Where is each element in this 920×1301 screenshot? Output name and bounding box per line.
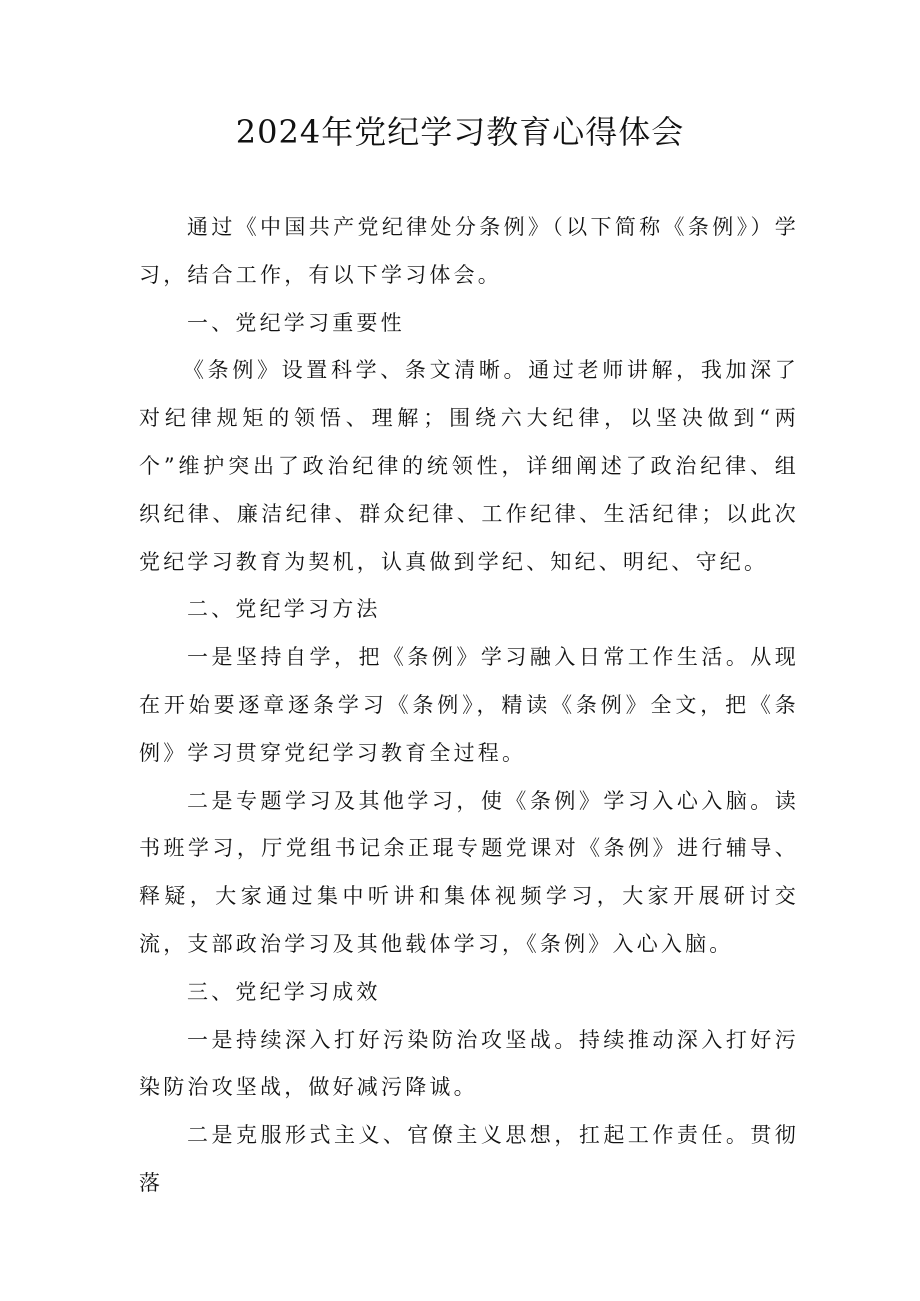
document-body	[139, 204, 799, 1208]
document-title: 2024年党纪学习教育心得体会	[235, 113, 685, 151]
intro-paragraph: 通过《中国共产党纪律处分条例》（以下简称《条例》）学习，结合工作，有以下学习体会。	[139, 215, 799, 287]
section-heading-importance: 一、党纪学习重要性	[187, 310, 405, 335]
results-paragraph-2: 二是克服形式主义、官僚主义思想，扛起工作责任。贯彻落	[139, 1123, 799, 1195]
importance-paragraph: 《条例》设置科学、条文清晰。通过老师讲解，我加深了对纪律规矩的领悟、理解；围绕六大纪律，以坚决做到“两个”维护突出了政治纪律的统领性，详细阐述了政治纪律、组织纪律、廉洁纪律、群众纪律、工作纪律、生活纪律；以此次党纪学习教育为契机，认真做到学纪、知纪、明纪、守纪。	[139, 358, 799, 574]
method-paragraph-2: 二是专题学习及其他学习，使《条例》学习入心入脑。读书班学习，厅党组书记余正琨专题党课对《条例》进行辅导、释疑，大家通过集中听讲和集体视频学习，大家开展研讨交流，支部政治学习及其他载体学习，《条例》入心入脑。	[139, 788, 799, 956]
results-paragraph-1: 一是持续深入打好污染防治攻坚战。持续推动深入打好污染防治攻坚战，做好减污降诚。	[139, 1027, 799, 1100]
section-heading-results: 三、党纪学习成效	[187, 979, 381, 1004]
method-paragraph-1: 一是坚持自学，把《条例》学习融入日常工作生活。从现在开始要逐章逐条学习《条例》，精读《条例》全文，把《条例》学习贯穿党纪学习教育全过程。	[139, 645, 799, 765]
section-heading-method: 二、党纪学习方法	[187, 597, 381, 622]
